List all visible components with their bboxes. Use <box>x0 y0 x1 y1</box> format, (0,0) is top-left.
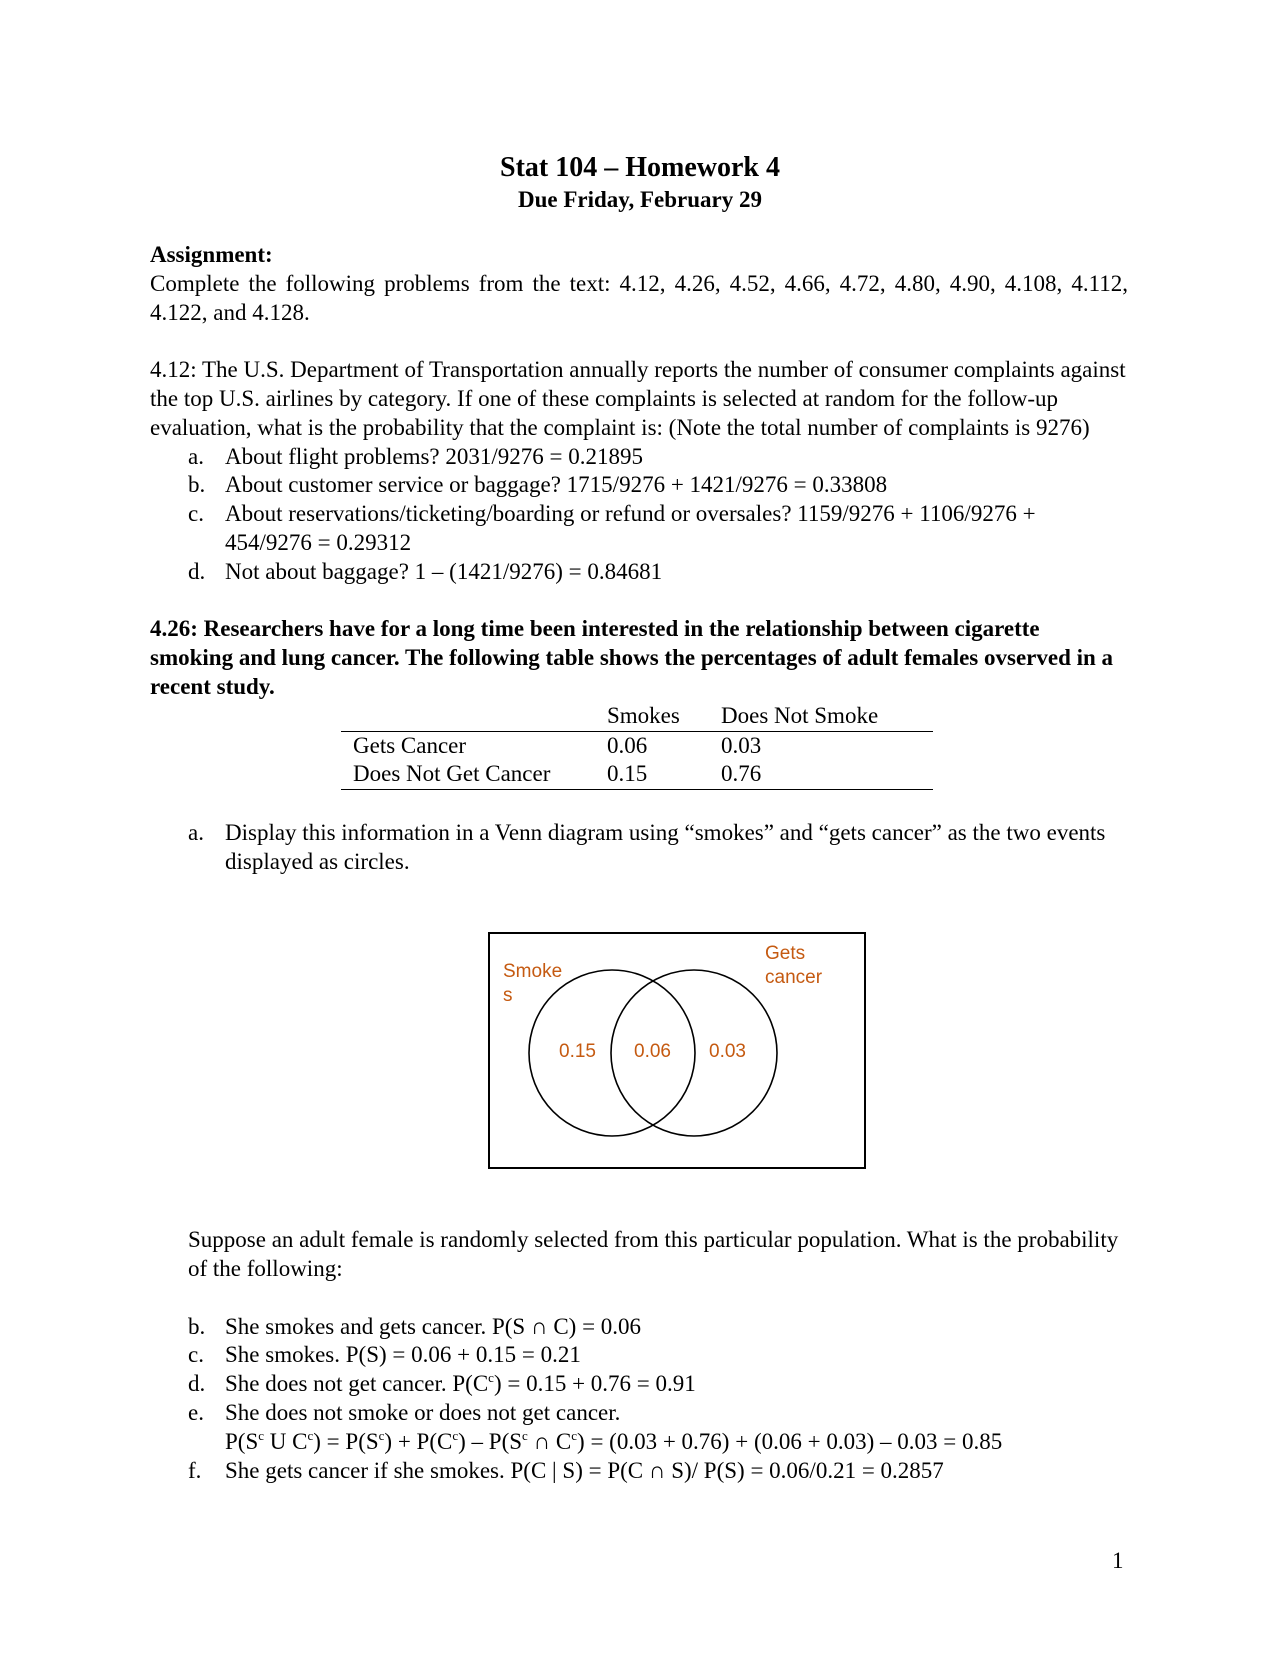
venn-value-only-smokes: 0.15 <box>559 1040 596 1062</box>
venn-label-smokes: Smoke s <box>503 960 563 1006</box>
table-cell: 0.03 <box>721 732 762 758</box>
list-item: b. About customer service or baggage? 1715/9276 + 1421/9276 = 0.33808 <box>188 472 888 498</box>
list-item: c. About reservations/ticketing/boarding or refund or oversales? 1159/9276 + 1106/9276 + 454/9276 = 0.29312 <box>188 501 1036 555</box>
table-header-row <box>341 702 933 731</box>
venn-label-cancer: Gets cancer <box>765 942 823 988</box>
venn-diagram <box>488 932 866 1169</box>
problem-4-26-answers <box>150 1313 1128 1486</box>
list-item: b. She smokes and gets cancer. P(S ∩ C) = 0.06 <box>188 1313 642 1339</box>
table-cell: 0.76 <box>709 760 933 789</box>
table-row <box>341 731 933 760</box>
assignment-text: Complete the following problems from the text: 4.12, 4.26, 4.52, 4.66, 4.72, 4.80, 4.90, 4.108, 4.112, 4.122, and 4.128. <box>150 270 1128 325</box>
page-title: Stat 104 – Homework 4 <box>500 152 780 183</box>
venn-value-both: 0.06 <box>634 1040 671 1062</box>
list-item: d. She does not get cancer. $P(C^c) = 0.15 + 0.76 = 0.91$ <box>188 1370 696 1397</box>
page-number: 1 <box>1112 1548 1124 1573</box>
table-row <box>341 760 933 789</box>
assignment-heading: Assignment: <box>150 242 273 267</box>
problem-4-12-list <box>150 443 1128 587</box>
table-header-cell <box>341 702 595 731</box>
page-subtitle: Due Friday, February 29 <box>517 187 763 212</box>
table-cell: Gets Cancer <box>353 732 467 758</box>
problem-4-26-part-a <box>150 819 1128 877</box>
list-item: e. She does not smoke or does not get cancer. $P(S^c$ U $C^c) = P(S^c) + P(C^c) - P(S^c$ ∩ $C^c) = (0.03 + 0.76) + (0.06 + 0.03) - 0.03 = 0.85$ <box>188 1399 1003 1454</box>
list-item: a. About flight problems? 2031/9276 = 0.21895 <box>188 443 643 469</box>
list-item: d. Not about baggage? 1 – (1421/9276) = 0.84681 <box>188 558 663 584</box>
problem-4-26-prompt: 4.26: Researchers have for a long time been interested in the relationship between cigarette smoking and lung cancer. The following table shows the percentages of adult females ovserved in a recent study. <box>150 616 1114 699</box>
list-item: a. Display this information in a Venn diagram using “smokes” and “gets cancer” as the two events displayed as circles. <box>188 819 1106 874</box>
list-item: c. She smokes. P(S) = 0.06 + 0.15 = 0.21 <box>188 1342 581 1368</box>
table-cell: 0.15 <box>595 760 709 789</box>
suppose-text: Suppose an adult female is randomly selected from this particular population. What is the probability of the following: <box>188 1227 1119 1281</box>
document-body <box>150 241 1128 1485</box>
table-cell: Does Not Get Cancer <box>341 760 595 789</box>
table-header-cell: Smokes <box>595 702 709 731</box>
smoking-cancer-table <box>341 702 933 790</box>
venn-value-only-cancer: 0.03 <box>709 1040 746 1062</box>
list-item: f. She gets cancer if she smokes. P(C | S) = P(C ∩ S)/ P(S) = 0.06/0.21 = 0.2857 <box>188 1457 944 1483</box>
table-header-cell: Does Not Smoke <box>709 702 933 731</box>
problem-4-12-prompt: 4.12: The U.S. Department of Transportation annually reports the number of consumer complaints against the top U.S. airlines by category. If one of these complaints is selected at random for the follow-up evaluation, what is the probability that the complaint is: (Note the total number of complaints is 9276) <box>150 357 1126 440</box>
table-cell: 0.06 <box>607 732 648 758</box>
